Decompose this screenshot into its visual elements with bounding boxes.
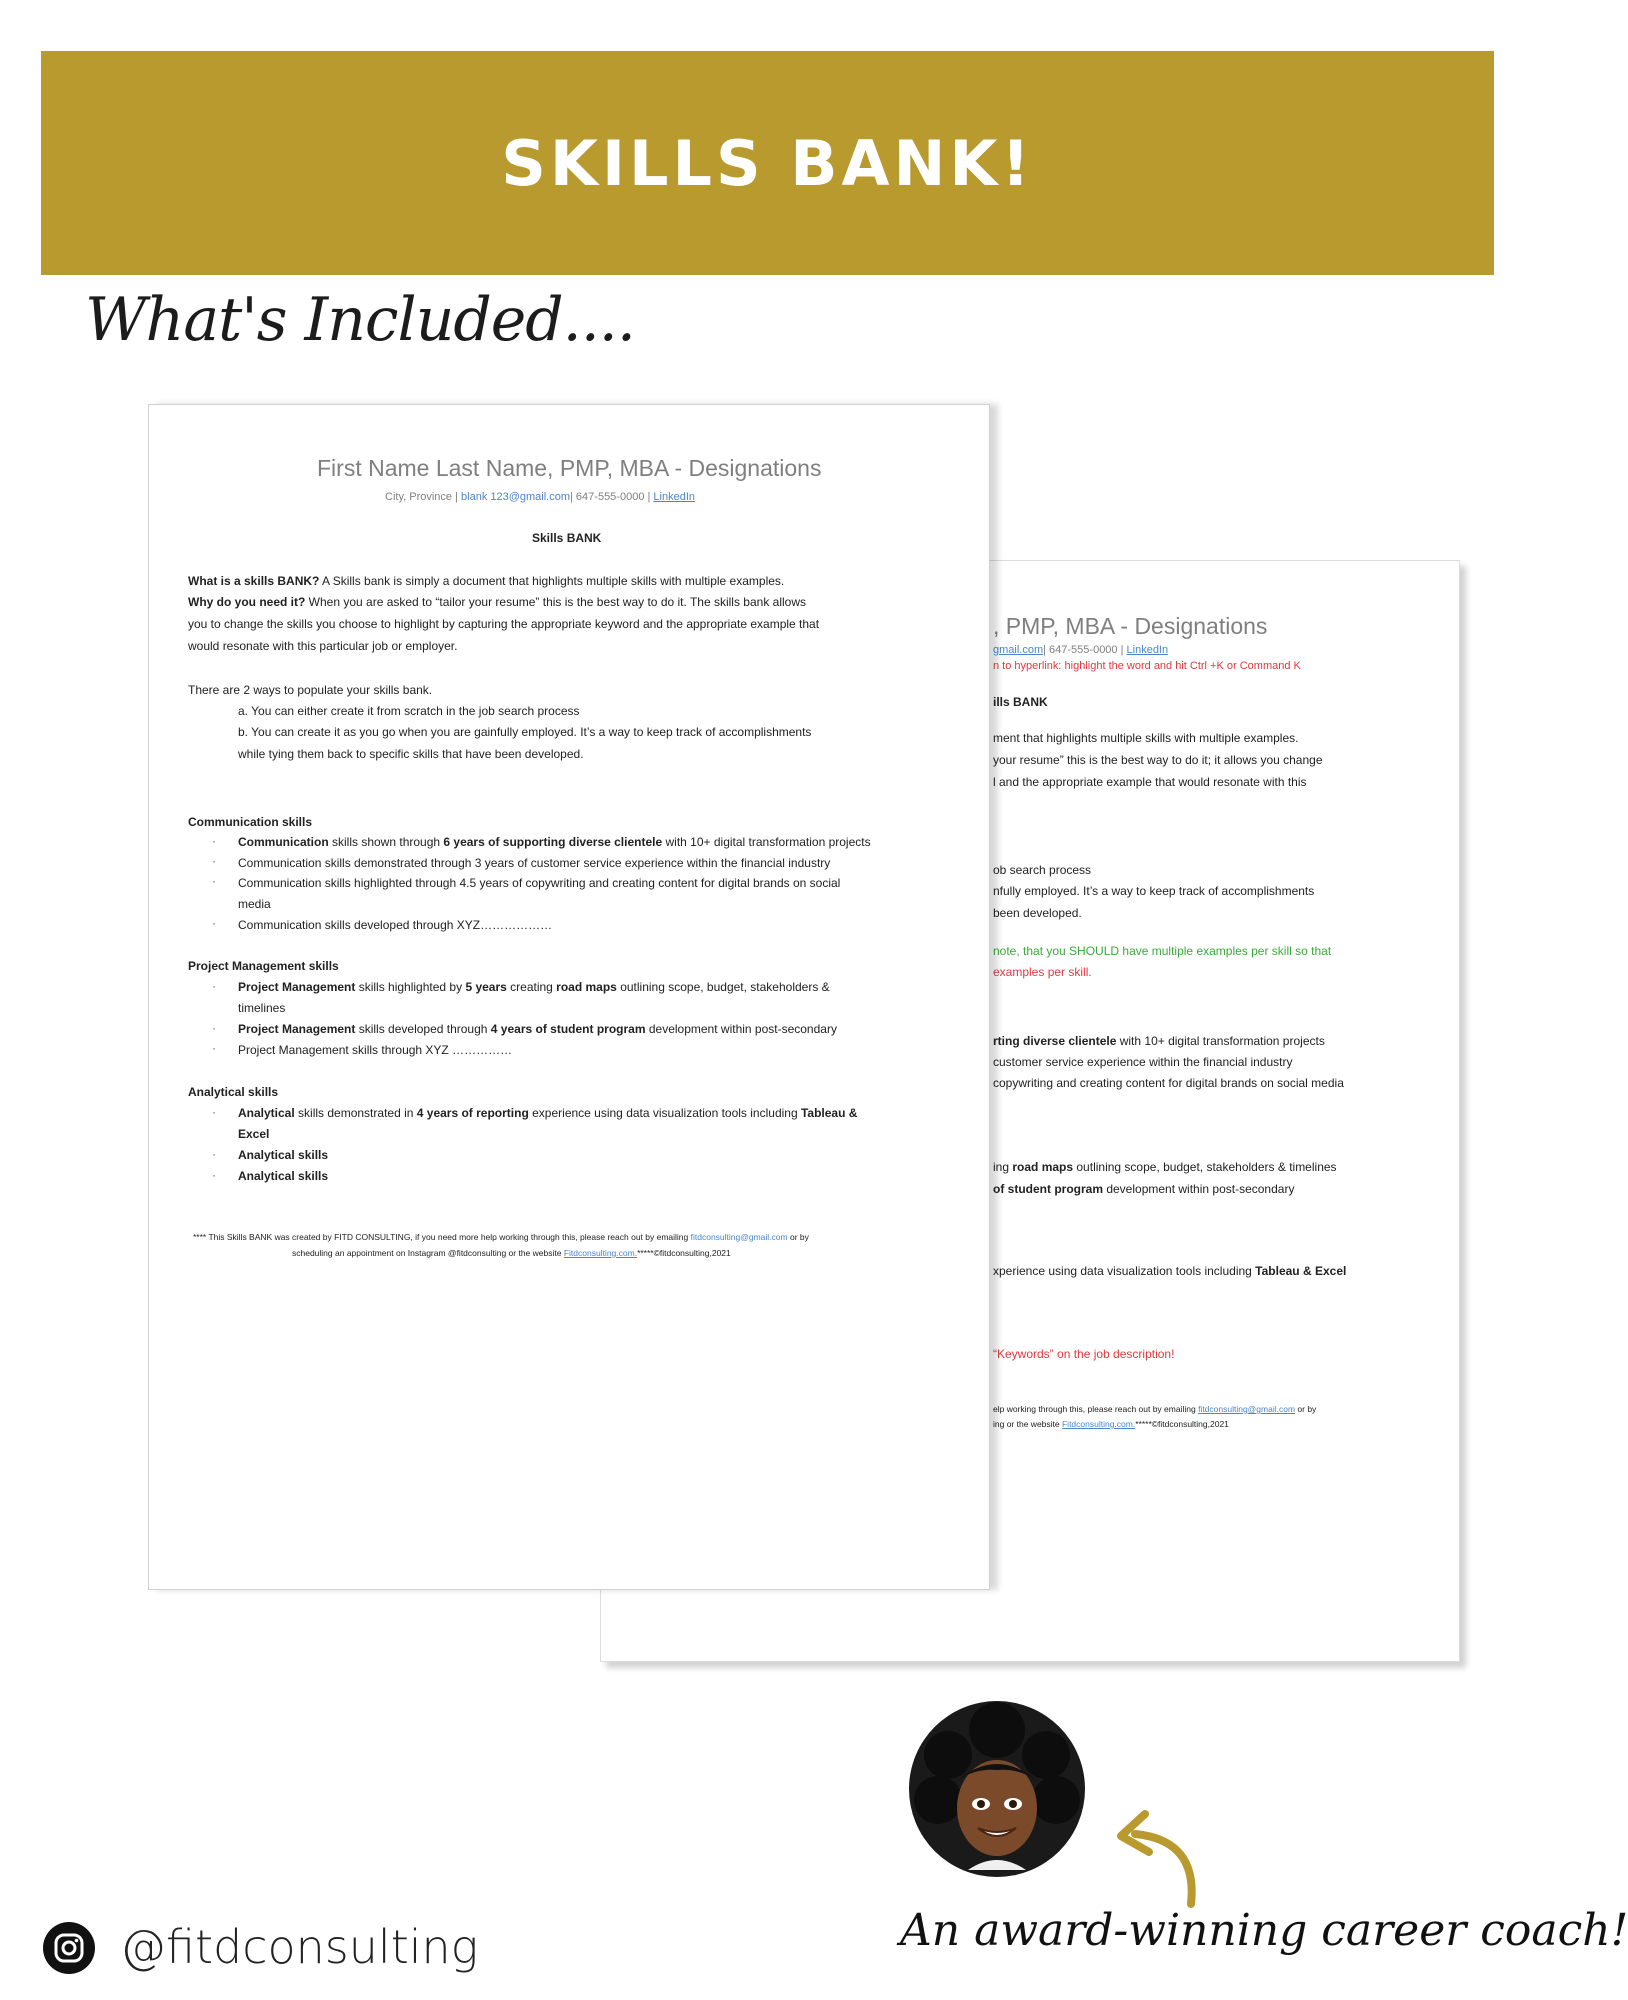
back-email-link[interactable]: fitdconsulting@gmail.com <box>1198 1404 1296 1414</box>
front-bullet-item: Communication skills developed through XYZ……………… <box>238 918 553 932</box>
front-bullet-item: Project Management skills developed through 4 years of student program development within post-secondary <box>238 1022 837 1036</box>
front-section-heading: Project Management skills <box>188 959 339 973</box>
banner-title: SKILLS BANK! <box>501 126 1034 200</box>
front-way-item: while tying them back to specific skills that have been developed. <box>238 747 584 761</box>
bullet-dot: · <box>212 874 216 888</box>
front-doc-contact: City, Province | blank 123@gmail.com| 647-555-0000 | LinkedIn <box>385 491 695 503</box>
bullet-dot: · <box>212 1105 216 1119</box>
front-bullet-item: Analytical skills demonstrated in 4 years of reporting experience using data visualization tools including Tableau & <box>238 1106 858 1120</box>
bullet-dot: · <box>212 854 216 868</box>
back-line: xperience using data visualization tools including Tableau & Excel <box>993 1264 1347 1278</box>
front-intro-line: Why do you need it? When you are asked to “tailor your resume” this is the best way to do it. The skills bank allows <box>188 595 806 609</box>
curved-arrow-icon <box>1103 1800 1203 1910</box>
back-line: nfully employed. It’s a way to keep track of accomplishments <box>993 884 1315 898</box>
front-way-item: a. You can either create it from scratch in the job search process <box>238 704 580 718</box>
bullet-dot: · <box>212 1168 216 1182</box>
front-bullet-item: Analytical skills <box>238 1148 329 1162</box>
front-intro-line: you to change the skills you choose to highlight by capturing the appropriate keyword and the appropriate example that <box>188 617 820 631</box>
back-line: been developed. <box>993 906 1082 920</box>
whats-included-heading: What's Included.... <box>85 285 635 355</box>
back-footer-line: ing or the website Fitdconsulting.com.*****©fitdconsulting,2021 <box>993 1419 1229 1429</box>
back-doc-title: ills BANK <box>993 695 1048 709</box>
back-line: ob search process <box>993 863 1092 877</box>
back-line: rting diverse clientele with 10+ digital transformation projects <box>993 1034 1325 1048</box>
front-intro-line: What is a skills BANK? A Skills bank is simply a document that highlights multiple skills with multiple examples. <box>188 574 785 588</box>
front-footer-line: scheduling an appointment on Instagram @fitdconsulting or the website Fitdconsulting.com.*****©fitdconsulting,2021 <box>292 1248 731 1258</box>
bullet-dot: · <box>212 834 216 848</box>
front-section-heading: Analytical skills <box>188 1085 279 1099</box>
front-doc-name: First Name Last Name, PMP, MBA - Designations <box>317 455 822 481</box>
bullet-dot: · <box>212 1041 216 1055</box>
back-hyperlink-tip: n to hyperlink: highlight the word and hit Ctrl +K or Command K <box>993 660 1301 672</box>
back-doc-name: , PMP, MBA - Designations <box>993 613 1268 639</box>
bullet-dot: · <box>212 916 216 930</box>
front-bullet-item: Communication skills shown through 6 years of supporting diverse clientele with 10+ digital transformation projects <box>238 835 871 849</box>
back-line: ing road maps outlining scope, budget, stakeholders & timelines <box>993 1160 1337 1174</box>
front-bullet-item: Project Management skills highlighted by 5 years creating road maps outlining scope, budget, stakeholders & <box>238 980 830 994</box>
front-section-heading: Communication skills <box>188 815 313 829</box>
front-footer-line: **** This Skills BANK was created by FITD CONSULTING, if you need more help working through this, please reach out by emailing fitdconsulting@gmail.com or by <box>193 1232 809 1242</box>
coach-caption: An award-winning career coach! <box>900 1905 1628 1956</box>
avatar <box>908 1700 1086 1878</box>
back-line: copywriting and creating content for digital brands on social media <box>993 1076 1344 1090</box>
back-footer-line: elp working through this, please reach out by emailing fitdconsulting@gmail.com or by <box>993 1404 1317 1414</box>
back-note: note, that you SHOULD have multiple examples per skill so that <box>993 944 1332 958</box>
front-bullet-item: Excel <box>238 1127 270 1141</box>
back-line: ment that highlights multiple skills with multiple examples. <box>993 731 1299 745</box>
front-ways-intro: There are 2 ways to populate your skills bank. <box>188 683 433 697</box>
back-keywords-note: “Keywords” on the job description! <box>993 1347 1175 1361</box>
back-note: examples per skill. <box>993 965 1092 979</box>
back-doc-contact: gmail.com| 647-555-0000 | LinkedIn <box>993 644 1169 656</box>
front-bullet-item: Communication skills demonstrated through 3 years of customer service experience within the financial industry <box>238 856 831 870</box>
bullet-dot: · <box>212 1147 216 1161</box>
front-bullet-item: timelines <box>238 1001 286 1015</box>
title-banner <box>41 51 1494 275</box>
front-way-item: b. You can create it as you go when you are gainfully employed. It’s a way to keep track of accomplishments <box>238 725 812 739</box>
back-line: of student program development within post-secondary <box>993 1182 1295 1196</box>
front-doc-title: Skills BANK <box>532 531 602 545</box>
front-document-page <box>148 404 990 1590</box>
front-linkedin-link[interactable]: LinkedIn <box>653 491 695 503</box>
back-website-link[interactable]: Fitdconsulting.com. <box>1061 1419 1136 1429</box>
back-linkedin-link[interactable]: LinkedIn <box>1126 644 1169 656</box>
back-line: l and the appropriate example that would resonate with this <box>993 775 1307 789</box>
front-bullet-item: Communication skills highlighted through 4.5 years of copywriting and creating content for digital brands on social <box>238 876 841 890</box>
instagram-handle[interactable]: @fitdconsulting <box>120 1920 479 1974</box>
front-bullet-item: media <box>238 897 271 911</box>
instagram-icon[interactable] <box>43 1922 95 1974</box>
back-line: your resume” this is the best way to do it; it allows you change <box>993 753 1323 767</box>
front-footer-email[interactable]: fitdconsulting@gmail.com <box>690 1232 788 1242</box>
bullet-dot: · <box>212 1021 216 1035</box>
back-line: customer service experience within the financial industry <box>993 1055 1293 1069</box>
bullet-dot: · <box>212 979 216 993</box>
front-intro-line: would resonate with this particular job or employer. <box>188 639 458 653</box>
front-bullet-item: Analytical skills <box>238 1169 329 1183</box>
front-website-link[interactable]: Fitdconsulting.com. <box>563 1248 638 1258</box>
front-email[interactable]: blank 123@gmail.com <box>461 491 571 503</box>
front-bullet-item: Project Management skills through XYZ …………… <box>238 1043 513 1057</box>
